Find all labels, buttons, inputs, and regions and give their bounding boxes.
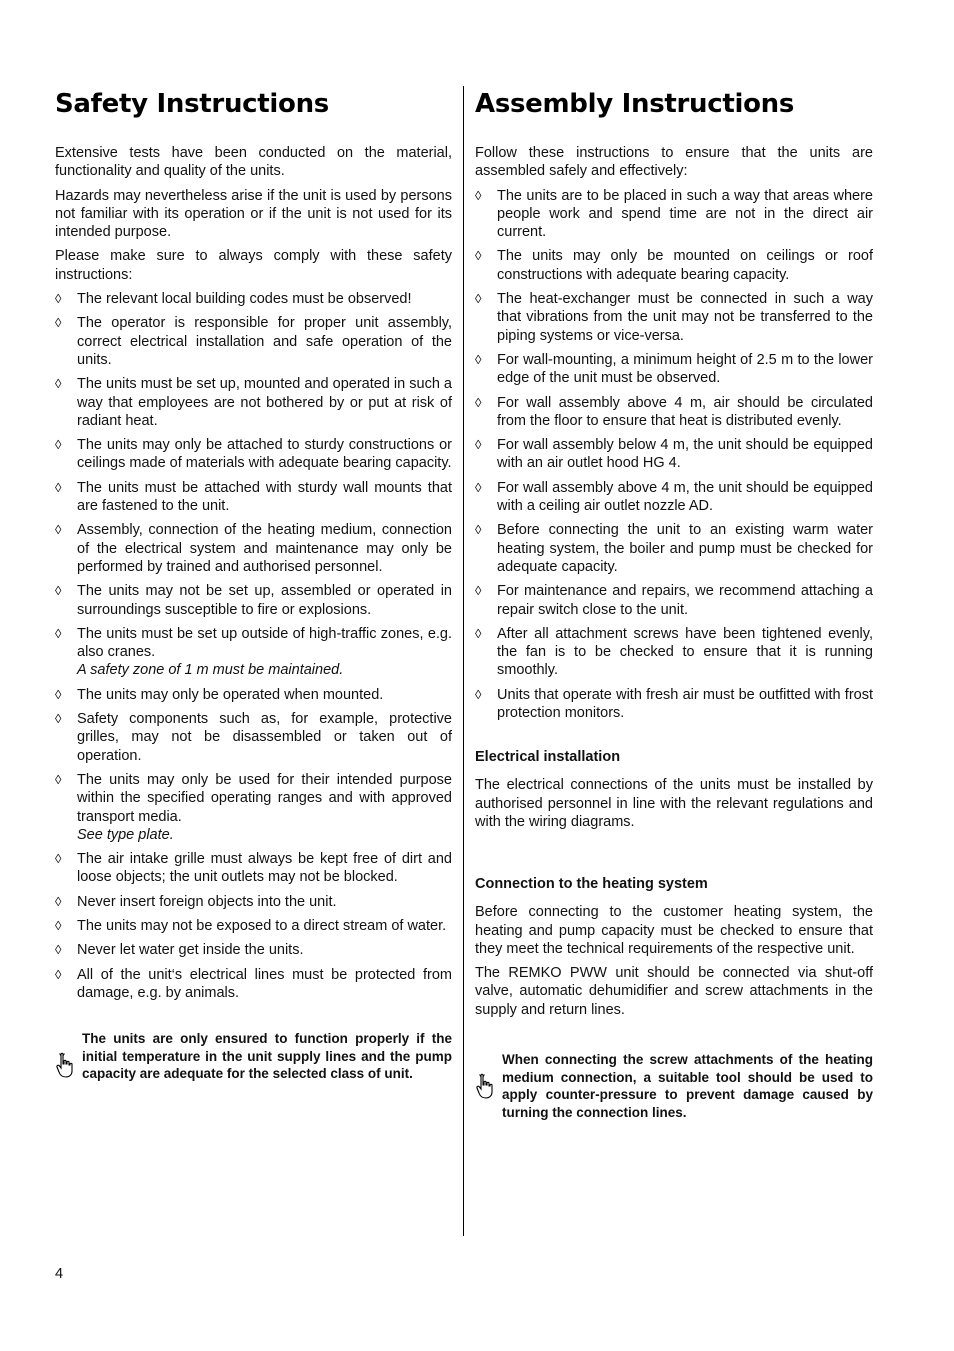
lozenge-icon: ◊: [55, 942, 62, 958]
list-item: [475, 582, 873, 619]
list-item-text: The units may not be exposed to a direct stream of water.: [77, 917, 447, 934]
list-item: [55, 966, 452, 1003]
safety-intro-1: Extensive tests have been conducted on the material, functionality and quality of the units.: [55, 145, 452, 180]
list-item-text: For wall assembly above 4 m, the unit should be equipped with a ceiling air outlet nozzle AD.: [497, 479, 873, 515]
list-item-text: All of the unit‘s electrical lines must be protected from damage, e.g. by animals.: [77, 966, 452, 1001]
assembly-note: [475, 1051, 873, 1121]
list-item-text: Units that operate with fresh air must be outfitted with frost protection monitors.: [497, 686, 873, 722]
list-item: [55, 917, 452, 935]
lozenge-icon: ◊: [55, 893, 62, 909]
list-item: [475, 394, 873, 431]
list-item: [55, 521, 452, 576]
safety-note: [55, 1030, 452, 1083]
lozenge-icon: ◊: [475, 686, 482, 702]
list-item: [475, 187, 873, 242]
list-item-text: Assembly, connection of the heating medium, connection of the electrical system and maintenance may only be performed by trained and authorised personnel.: [77, 522, 452, 575]
heating-connection-text-2: The REMKO PWW unit should be connected via shut-off valve, automatic dehumidifier and screw attachments in the supply and return lines.: [475, 965, 873, 1018]
lozenge-icon: ◊: [475, 437, 482, 453]
list-item: [55, 893, 452, 911]
pointing-hand-icon: [475, 1073, 495, 1099]
list-item-text: The units must be attached with sturdy wall mounts that are fastened to the unit.: [77, 479, 452, 515]
lozenge-icon: ◊: [55, 625, 62, 641]
assembly-note-text: When connecting the screw attachments of the heating medium connection, a suitable tool should be used to apply counter-pressure to prevent damage caused by turning the connection lines.: [502, 1051, 873, 1120]
list-item-text: Never insert foreign objects into the unit.: [77, 893, 337, 910]
safety-note-text: The units are only ensured to function properly if the initial temperature in the unit supply lines and the pump capacity are adequate for the selected class of unit.: [82, 1031, 452, 1082]
list-item: [475, 521, 873, 576]
lozenge-icon: ◊: [475, 625, 482, 641]
list-item-text: After all attachment screws have been tightened evenly, the fan is to be checked to ensure that it is running smoothly.: [497, 625, 873, 679]
list-item: [475, 479, 873, 516]
list-item-text: Never let water get inside the units.: [77, 942, 304, 959]
lozenge-icon: ◊: [55, 917, 62, 933]
list-item: [475, 625, 873, 680]
lozenge-icon: ◊: [55, 583, 62, 599]
lozenge-icon: ◊: [55, 376, 62, 392]
lozenge-icon: ◊: [55, 851, 62, 867]
assembly-instructions-title: Assembly Instructions: [475, 89, 795, 119]
list-item: [475, 351, 873, 388]
list-item-text: Safety components such as, for example, protective grilles, may not be disassembled or taken out of operation.: [77, 711, 452, 764]
electrical-installation-text: The electrical connections of the units must be installed by authorised personnel in line with the relevant regulations and with the wiring diagrams.: [475, 777, 873, 830]
lozenge-icon: ◊: [55, 686, 62, 702]
lozenge-icon: ◊: [55, 522, 62, 538]
list-item-text: The air intake grille must always be kept free of dirt and loose objects; the unit outlets may not be blocked.: [77, 851, 452, 886]
list-item-text: The operator is responsible for proper unit assembly, correct electrical installation and safe operation of the units.: [77, 315, 452, 368]
heating-connection-heading: Connection to the heating system: [475, 876, 708, 893]
list-item-text: For maintenance and repairs, we recommend attaching a repair switch close to the unit.: [497, 583, 873, 618]
list-item: [55, 314, 452, 369]
list-item: [475, 290, 873, 345]
lozenge-icon: ◊: [55, 437, 62, 453]
lozenge-icon: ◊: [55, 771, 62, 787]
list-item-text: For wall assembly below 4 m, the unit should be equipped with an air outlet hood HG 4.: [497, 437, 873, 472]
list-item-text: The units must be set up outside of high-traffic zones, e.g. also cranes.: [77, 625, 452, 661]
lozenge-icon: ◊: [475, 583, 482, 599]
lozenge-icon: ◊: [475, 351, 482, 367]
list-item: [55, 850, 452, 887]
column-divider: [463, 86, 464, 1236]
list-item-text: The units may only be mounted on ceilings or roof constructions with adequate bearing capacity.: [497, 248, 873, 283]
list-item: [55, 625, 452, 680]
safety-intro-3: Please make sure to always comply with these safety instructions:: [55, 248, 452, 283]
page-number: 4: [55, 1266, 64, 1282]
safety-intro-2: Hazards may nevertheless arise if the unit is used by persons not familiar with its operation or if the unit is not used for its intended purpose.: [55, 187, 452, 241]
lozenge-icon: ◊: [55, 711, 62, 727]
list-item-text: The units may not be set up, assembled or operated in surroundings susceptible to fire or explosions.: [77, 583, 452, 618]
lozenge-icon: ◊: [475, 248, 482, 264]
lozenge-icon: ◊: [55, 966, 62, 982]
electrical-installation-heading: Electrical installation: [475, 749, 621, 766]
list-item: [55, 375, 452, 430]
lozenge-icon: ◊: [475, 479, 482, 495]
lozenge-icon: ◊: [55, 479, 62, 495]
list-item-text: The units may only be operated when mounted.: [77, 686, 384, 703]
assembly-instructions-section: [475, 86, 873, 1121]
list-item: [55, 436, 452, 473]
safety-instructions-title: Safety Instructions: [55, 89, 329, 119]
pointing-hand-icon: [55, 1052, 75, 1078]
list-item: [475, 247, 873, 284]
list-item-text: Before connecting the unit to an existing warm water heating system, the boiler and pump must be checked for adequate capacity.: [497, 522, 873, 575]
list-item-text: The units may only be attached to sturdy constructions or ceilings made of materials with adequate bearing capacity.: [77, 437, 452, 472]
assembly-intro: Follow these instructions to ensure that the units are assembled safely and effectively:: [475, 145, 873, 180]
lozenge-icon: ◊: [475, 187, 482, 203]
heating-connection-text-1: Before connecting to the customer heating system, the heating and pump capacity must be checked to ensure that they meet the technical requirements of the respective unit.: [475, 904, 873, 957]
lozenge-icon: ◊: [475, 522, 482, 538]
type-plate-note: See type plate.: [77, 826, 174, 843]
list-item-text: The heat-exchanger must be connected in such a way that vibrations from the unit may not be transferred to the piping systems or vice-versa.: [497, 291, 873, 344]
list-item-text: The units may only be used for their intended purpose within the specified operating ranges and with approved transport media.: [77, 771, 452, 825]
list-item-text: For wall assembly above 4 m, air should be circulated from the floor to ensure that heat is distributed evenly.: [497, 394, 873, 429]
lozenge-icon: ◊: [55, 315, 62, 331]
list-item: [55, 941, 452, 959]
list-item: [55, 771, 452, 844]
lozenge-icon: ◊: [475, 394, 482, 410]
list-item: [55, 290, 452, 308]
list-item-text: The relevant local building codes must be observed!: [77, 291, 412, 308]
list-item-text: The units are to be placed in such a way that areas where people work and spend time are not in the direct air current.: [497, 187, 873, 241]
lozenge-icon: ◊: [55, 291, 62, 307]
safety-instructions-section: [55, 86, 452, 1083]
lozenge-icon: ◊: [475, 291, 482, 307]
list-item-text: The units must be set up, mounted and operated in such a way that employees are not bothered by or put at risk of radiant heat.: [77, 376, 452, 429]
list-item: [475, 686, 873, 723]
list-item: [55, 582, 452, 619]
list-item: [55, 479, 452, 516]
assembly-bullet-list: [475, 187, 873, 723]
list-item: [475, 436, 873, 473]
list-item: [55, 686, 452, 704]
list-item: [55, 710, 452, 765]
safety-zone-note: A safety zone of 1 m must be maintained.: [77, 662, 344, 679]
safety-bullet-list: [55, 290, 452, 1002]
list-item-text: For wall-mounting, a minimum height of 2.5 m to the lower edge of the unit must be observed.: [497, 351, 873, 387]
